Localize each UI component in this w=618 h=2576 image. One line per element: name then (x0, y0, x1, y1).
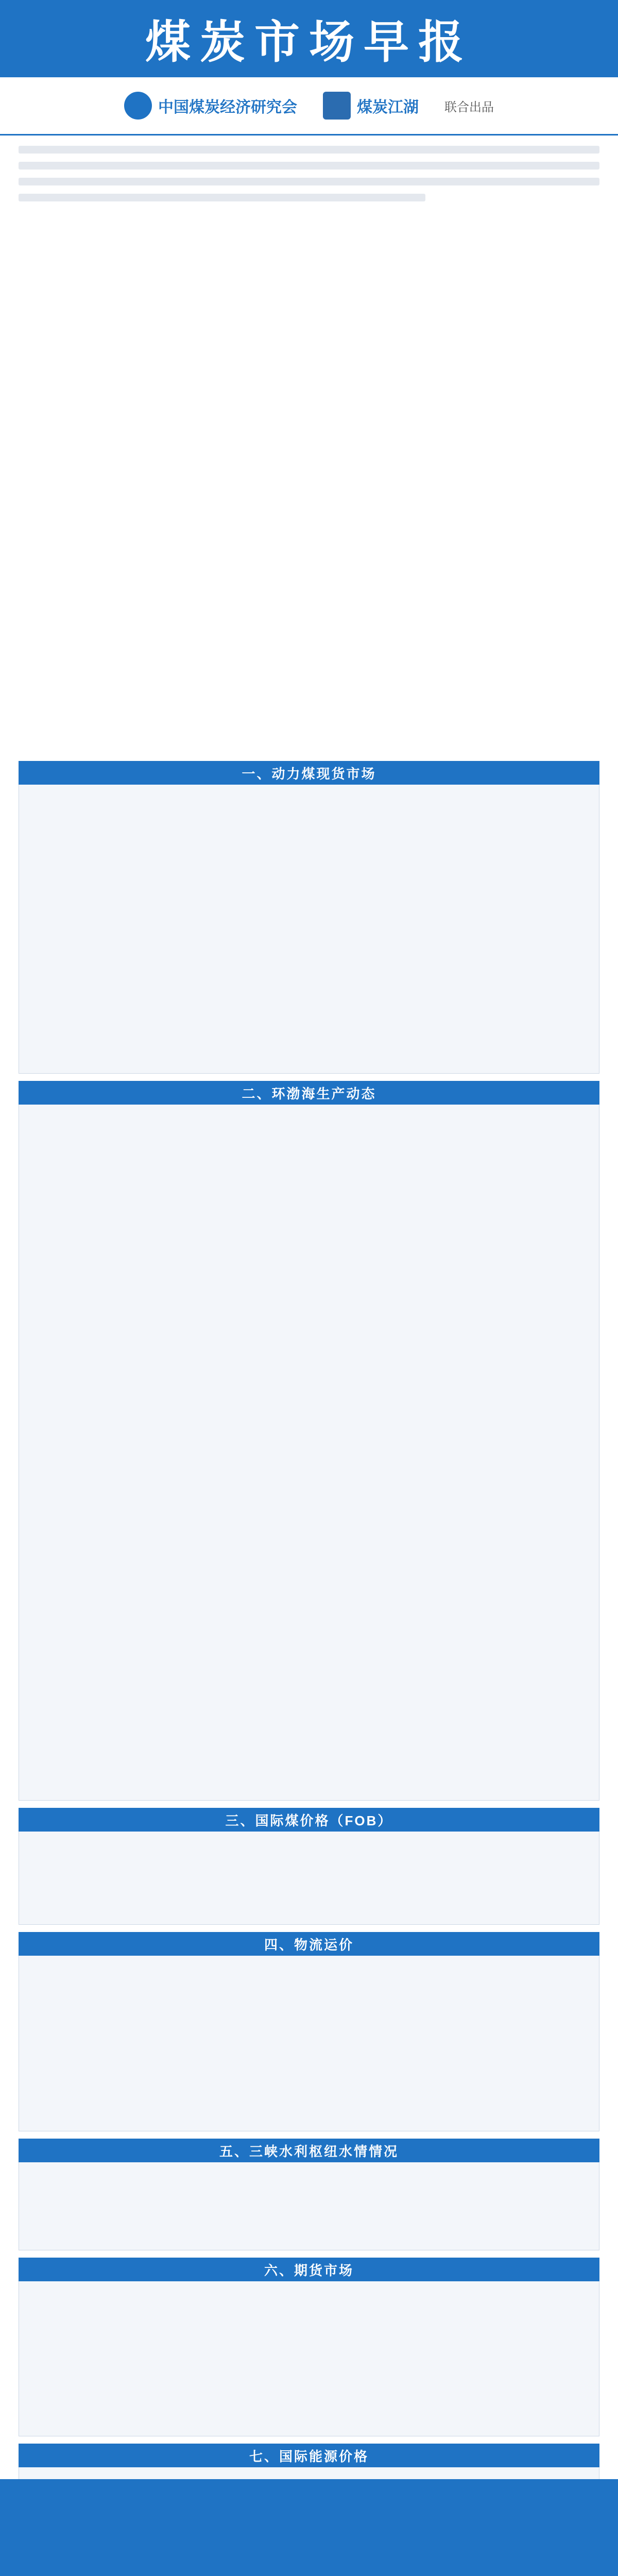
section-futures (19, 2258, 599, 2436)
text-line-placeholder (19, 194, 425, 201)
text-line-placeholder (19, 146, 599, 154)
meitanjianghu-emblem-icon (323, 92, 351, 120)
joint-production-label: 联合出品 (444, 100, 494, 114)
meitanjianghu-logo (323, 92, 419, 120)
section-header: 三、国际煤价格（FOB） (19, 1808, 599, 1832)
intro-text-block (19, 146, 599, 754)
section-body-placeholder (19, 1832, 599, 1925)
section-international-prices (19, 1808, 599, 1925)
meitanjianghu-name: 煤炭江湖 (357, 99, 419, 116)
research-society-emblem-icon (124, 92, 152, 120)
masthead-banner (0, 0, 618, 77)
section-header: 五、三峡水利枢纽水情情况 (19, 2139, 599, 2162)
section-freight-rates (19, 1932, 599, 2131)
section-body-placeholder (19, 785, 599, 1074)
section-body-placeholder (19, 1105, 599, 1801)
report-title: 煤炭市场早报 (145, 15, 473, 69)
section-body-placeholder (19, 2162, 599, 2250)
section-header: 六、期货市场 (19, 2258, 599, 2281)
section-three-gorges (19, 2139, 599, 2250)
section-header: 七、国际能源价格 (19, 2444, 599, 2467)
research-society-logo (124, 92, 297, 120)
logo-bar (0, 77, 618, 135)
section-spot-market (19, 761, 599, 1074)
section-header: 一、动力煤现货市场 (19, 761, 599, 785)
section-bohai-production (19, 1081, 599, 1801)
section-body-placeholder (19, 2281, 599, 2436)
text-line-placeholder (19, 162, 599, 170)
section-header: 二、环渤海生产动态 (19, 1081, 599, 1105)
footer-panel (0, 2479, 618, 2576)
section-body-placeholder (19, 1956, 599, 2131)
research-society-name: 中国煤炭经济研究会 (158, 99, 297, 116)
section-header: 四、物流运价 (19, 1932, 599, 1956)
text-line-placeholder (19, 178, 599, 185)
